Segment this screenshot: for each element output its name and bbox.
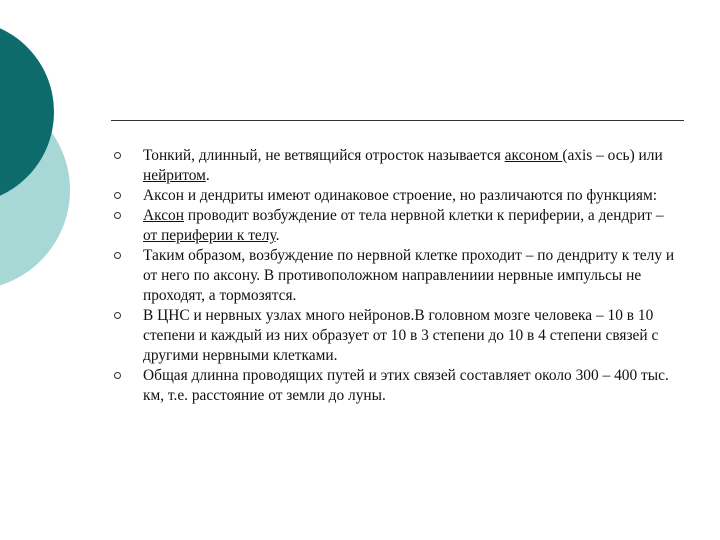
bullet-item (112, 146, 677, 186)
decorative-circles (0, 0, 80, 300)
bullet-text: Тонкий, длинный, не ветвящийся отросток называется (143, 147, 505, 164)
bullet-text: Общая длинна проводящих путей и этих связей составляет около 300 – 400 тыс. км, т.е. расстояние от земли до луны. (143, 367, 669, 404)
underlined-term: аксоном (504, 147, 563, 164)
bullet-text: Аксон и дендриты имеют одинаковое строение, но различаются по функциям: (143, 187, 657, 204)
underlined-term: Аксон (143, 207, 184, 224)
bullet-item (112, 186, 677, 206)
bullet-item (112, 206, 677, 246)
bullet-text: . (205, 167, 210, 184)
bullet-circle-icon (114, 372, 121, 379)
bullet-text: . (275, 227, 280, 244)
bullet-item (112, 366, 677, 406)
bullet-text: (axis – ось) или (562, 147, 663, 164)
underlined-term: нейритом (143, 167, 206, 184)
bullet-circle-icon (114, 312, 121, 319)
bullet-text: В ЦНС и нервных узлах много нейронов.В головном мозге человека – 10 в 10 степени и каждый из них образует от 10 в 3 степени до 10 в 4 степени связей с другими нервными клетками. (143, 307, 659, 364)
bullet-circle-icon (114, 152, 121, 159)
bullet-item (112, 306, 677, 366)
bullet-circle-icon (114, 252, 121, 259)
bullet-text: Таким образом, возбуждение по нервной клетке проходит – по дендриту к телу и от него по аксону. В противоположном направлениии нервные импульсы не проходят, а тормозятся. (143, 247, 675, 304)
bullet-circle-icon (114, 192, 121, 199)
underlined-term: от периферии к телу (143, 227, 276, 244)
bullet-item (112, 246, 677, 306)
bullet-list (112, 146, 677, 406)
bullet-text: проводит возбуждение от тела нервной клетки к периферии, а дендрит – (183, 207, 664, 224)
bullet-circle-icon (114, 212, 121, 219)
title-divider (111, 120, 684, 121)
